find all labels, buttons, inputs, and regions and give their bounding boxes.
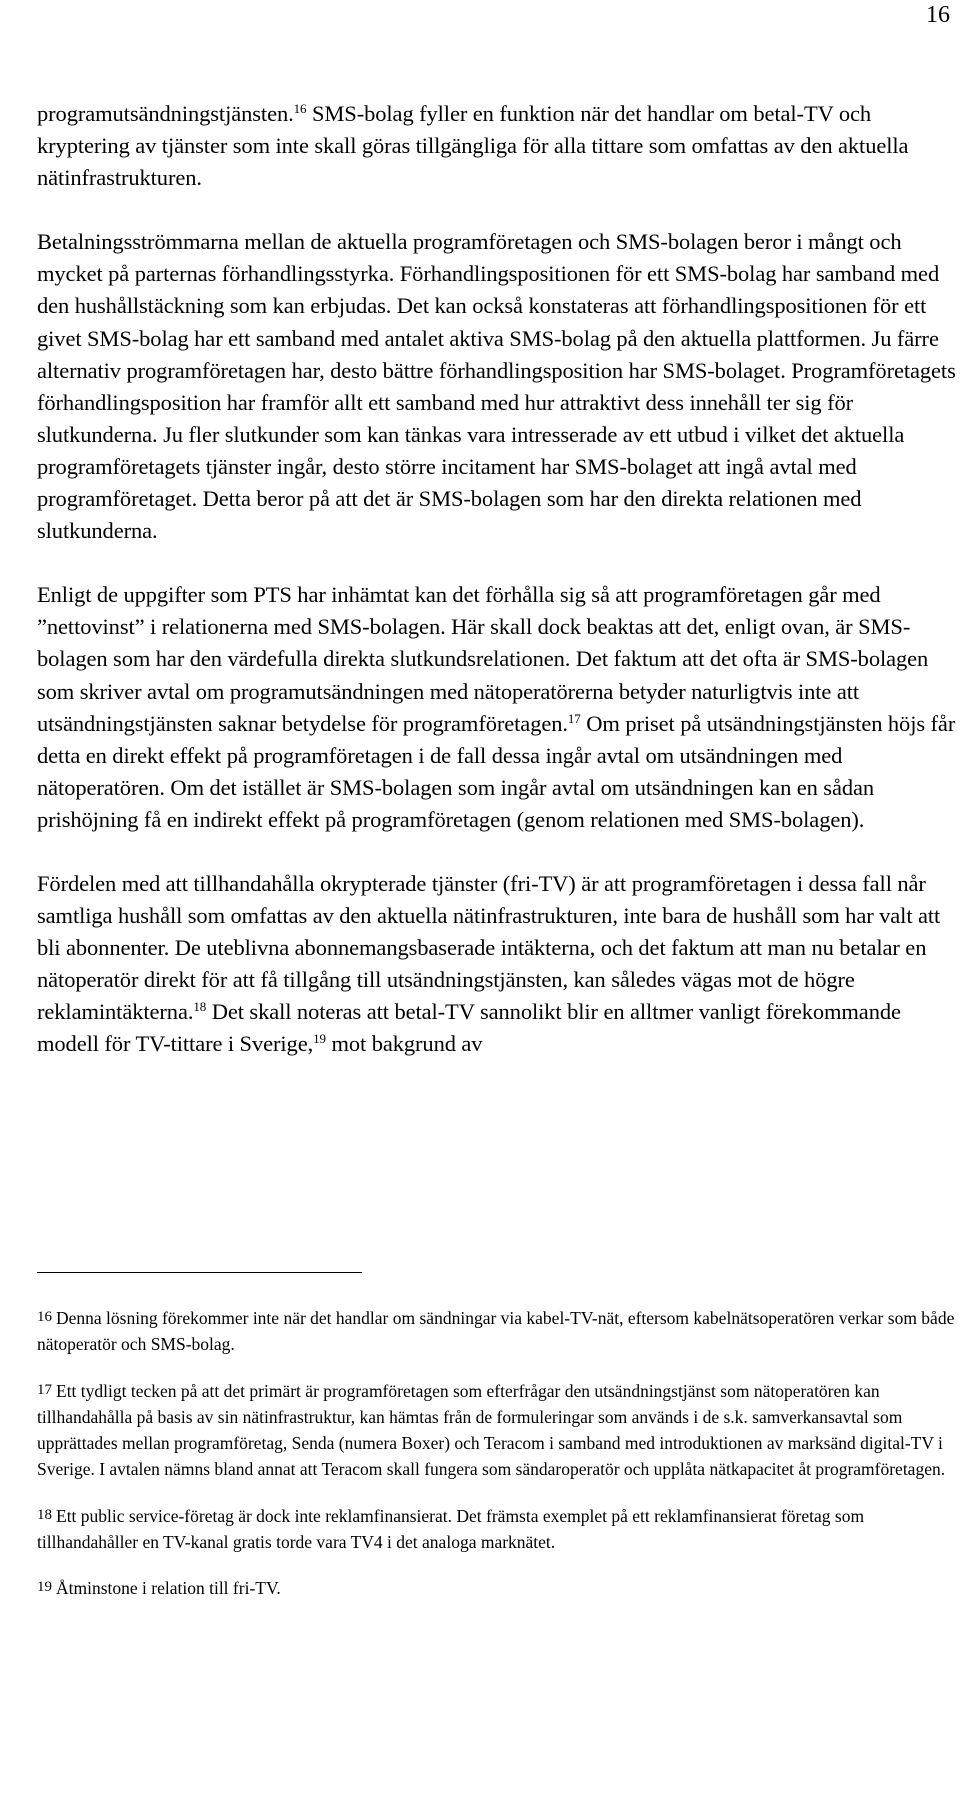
footnotes (37, 1304, 957, 1621)
paragraph-1-text-b: SMS-bolag fyller en funktion när det handlar om betal-TV och kryptering av tjänster som inte skall göras tillgängliga för alla tittare som omfattas av den aktuella nätinfrastrukturen. (37, 101, 909, 191)
footnote-separator (37, 1272, 362, 1273)
paragraph-3-text-b: Om priset på utsändningstjänsten höjs får detta en direkt effekt på programföretagen i de fall dessa ingår avtal om utsändningen med nätoperatören. Om det istället är SMS-bolagen som ingår avtal om utsändningen kan en sådan prishöjning få en indirekt effekt på programföretagen (genom relationen med SMS-bolagen). (37, 710, 956, 832)
footnote-number: 18 (37, 1506, 52, 1523)
footnote-16 (37, 1304, 957, 1358)
footnote-text: Ett public service-företag är dock inte reklamfinansierat. Det främsta exemplet på ett reklamfinansierat företag som tillhandahåller en TV-kanal gratis torde vara TV4 i det analoga marknätet. (37, 1505, 865, 1553)
page-number: 16 (926, 2, 950, 28)
paragraph-4-text-a: Fördelen med att tillhandahålla okrypterade tjänster (fri-TV) är att programföretagen i dessa fall når samtliga hushåll som omfattas av den aktuella nätinfrastrukturen, inte bara de hushåll som har valt att bli abonnenter. De uteblivna abonnemangsbaserade intäkterna, och det faktum att man nu betalar en nätoperatör direkt för att få tillgång till utsändningstjänsten, kan således vägas mot de högre reklamintäkterna. (37, 870, 941, 1025)
footnote-number: 19 (37, 1579, 52, 1596)
body-text (37, 98, 957, 1093)
paragraph-1 (37, 98, 957, 194)
footnote-ref-18[interactable]: 18 (193, 999, 207, 1015)
footnote-ref-17[interactable]: 17 (567, 710, 581, 726)
paragraph-3-text-a: Enligt de uppgifter som PTS har inhämtat kan det förhålla sig så att programföretagen går med ”nettovinst” i relationerna med SMS-bolagen. Här skall dock beaktas att det, enligt ovan, är SMS-bolagen som har den värdefulla direkta slutkundsrelationen. Det faktum att det ofta är SMS-bolagen som skriver avtal om programutsändningen med nätoperatörerna betyder naturligtvis inte att utsändningstjänsten saknar betydelse för programföretagen. (37, 582, 929, 736)
footnote-text: Ett tydligt tecken på att det primärt är programföretagen som efterfrågar den utsändningstjänst som nätoperatören kan tillhandahålla på basis av sin nätinfrastruktur, kan hämtas från de formuleringar som används i de s.k. samverkansavtal som upprättades mellan programföretag, Senda (numera Boxer) och Teracom i samband med introduktionen av marksänd digital-TV i Sverige. I avtalen nämns bland annat att Teracom skall fungera som sändaroperatör och upplåta nätkapacitet åt programföretagen. (37, 1380, 946, 1480)
paragraph-2: Betalningsströmmarna mellan de aktuella programföretagen och SMS-bolagen beror i mångt och mycket på parternas förhandlingsstyrka. Förhandlingspositionen för ett SMS-bolag har samband med den hushållstäckning som kan erbjudas. Det kan också konstateras att förhandlingspositionen för ett givet SMS-bolag har ett samband med antalet aktiva SMS-bolag på den aktuella plattformen. Ju färre alternativ programföretagen har, desto bättre förhandlingsposition har SMS-bolaget. Programföretagets förhandlingsposition har framför allt ett samband med hur attraktivt dess innehåll ter sig för slutkunderna. Ju fler slutkunder som kan tänkas vara intresserade av ett utbud i vilket det aktuella programföretagets tjänster ingår, desto större incitament har SMS-bolaget att ingå avtal med programföretaget. Detta beror på att det är SMS-bolagen som har den direkta relationen med slutkunderna. (37, 229, 956, 544)
footnote-text: Åtminstone i relation till fri-TV. (56, 1578, 281, 1599)
paragraph-4-text-b: Det skall noteras att betal-TV sannolikt blir en alltmer vanligt förekommande modell för TV-tittare i Sverige, (37, 999, 901, 1057)
footnote-ref-19[interactable]: 19 (313, 1031, 326, 1047)
footnote-number: 17 (37, 1381, 52, 1398)
paragraph-3 (37, 579, 957, 836)
paragraph-1-text-a: programutsändningstjänsten. (37, 101, 294, 126)
footnote-number: 16 (37, 1309, 52, 1325)
footnote-18 (37, 1502, 957, 1556)
footnote-17 (37, 1377, 957, 1483)
footnote-ref-16[interactable]: 16 (293, 101, 307, 116)
paragraph-4 (37, 868, 957, 1061)
paragraph-4-text-c: mot bakgrund av (325, 1031, 483, 1057)
footnote-19 (37, 1574, 957, 1601)
footnote-text: Denna lösning förekommer inte när det handlar om sändningar via kabel-TV-nät, eftersom kabelnätsoperatören verkar som både nätoperatör och SMS-bolag. (37, 1308, 955, 1355)
